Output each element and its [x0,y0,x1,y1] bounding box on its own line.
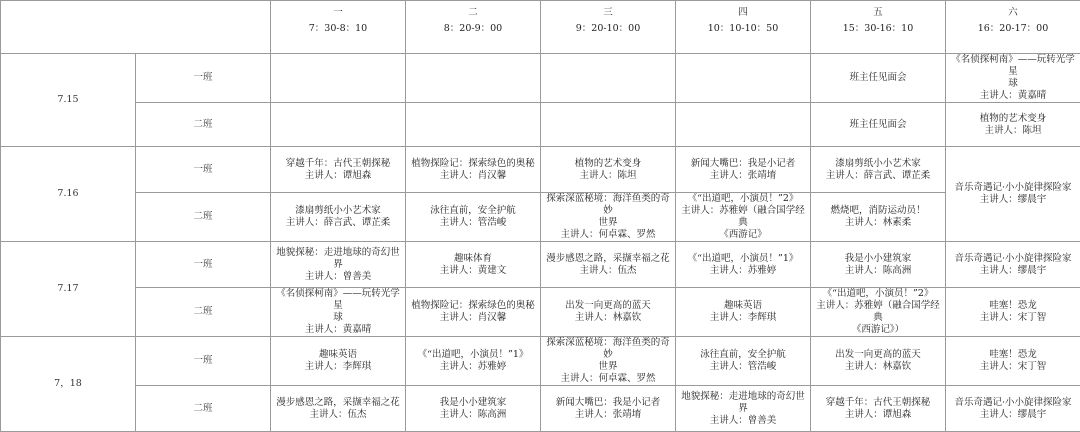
course-line: 主讲人：黄建文 [408,265,538,277]
course-cell [271,147,406,193]
course-cell [541,193,676,242]
course-cell [676,54,811,103]
course-line: 植物的艺术变身 [948,113,1078,125]
course-line: 《名侦探柯南》——玩转光学星 [948,54,1078,78]
course-line: 主讲人：李辉琪 [273,361,403,373]
course-cell [271,193,406,242]
course-cell [946,337,1080,386]
course-line: 主讲人：苏雅婷 [408,361,538,373]
date-cell: 7.16 [1,147,136,242]
course-line: 主讲人：薛言武、谭芷柔 [813,170,943,182]
course-line: 主讲人：何卓霖、罗然 [543,373,673,385]
session-header [406,1,541,54]
course-cell [406,242,541,288]
course-line: 穿越千年：古代王朝探秘 [813,397,943,409]
course-cell [811,103,946,147]
course-line: 主讲人：张靖堉 [678,170,808,182]
course-line: 主讲人：谭旭森 [813,409,943,421]
course-line: 植物探险记：探索绿色的奥秘 [408,300,538,312]
course-cell [541,288,676,337]
course-line: 主讲人：黄嘉晴 [948,90,1078,102]
course-cell [811,193,946,242]
table-row [1,386,1080,432]
course-line: 主讲人：林嘉钦 [543,312,673,324]
class-cell: 二班 [136,288,271,337]
course-line: 主讲人：苏雅婷（融合国学经典 [678,205,808,229]
course-line: 主讲人：张靖堉 [543,409,673,421]
course-line: 穿越千年：古代王朝探秘 [273,158,403,170]
course-cell [541,386,676,432]
course-line: 《“出道吧，小演员！”2》 [813,288,943,300]
session-header [271,1,406,54]
course-line: 音乐奇遇记·小小旋律探险家 [948,182,1078,194]
course-line: 主讲人：曾善美 [678,415,808,427]
course-line: 探索深蓝秘境：海洋鱼类的奇妙 [543,193,673,217]
course-line: 主讲人：谭旭森 [273,170,403,182]
course-cell [811,337,946,386]
session-number: 二 [408,7,538,23]
course-line: 哇塞！恐龙 [948,349,1078,361]
table-row [1,242,1080,288]
course-line: 主讲人：林素柔 [813,217,943,229]
course-line: 球 [948,78,1078,90]
course-cell [406,54,541,103]
course-cell [541,103,676,147]
course-line: 趣味英语 [273,349,403,361]
table-row [1,193,1080,242]
course-cell [406,193,541,242]
course-line: 主讲人：缪晨宇 [948,194,1078,206]
course-line: 主讲人：肖汉馨 [408,170,538,182]
course-line: 主讲人：陈高洲 [813,265,943,277]
course-cell [676,103,811,147]
course-cell [811,54,946,103]
course-line: 主讲人：伍杰 [543,265,673,277]
course-line: 我是小小建筑家 [408,397,538,409]
course-cell [541,54,676,103]
course-line: 出发一向更高的蓝天 [543,300,673,312]
course-line: 新闻大嘴巴：我是小记者 [678,158,808,170]
course-cell [676,288,811,337]
course-line: 主讲人：缪晨宇 [948,409,1078,421]
course-line: 主讲人：苏雅婷 [678,265,808,277]
course-line: 出发一向更高的蓝天 [813,349,943,361]
session-number: 六 [948,7,1078,23]
course-line: 主讲人：薛言武、谭芷柔 [273,217,403,229]
course-line: 地貌探秘：走进地球的奇幻世界 [273,247,403,271]
course-line: 漆扇剪纸小小艺术家 [813,158,943,170]
session-header [811,1,946,54]
course-cell [271,386,406,432]
date-cell: 7，18 [1,337,136,432]
table-row [1,337,1080,386]
class-cell: 一班 [136,337,271,386]
course-cell [406,103,541,147]
course-cell [676,242,811,288]
course-line: 主讲人：缪晨宇 [948,265,1078,277]
course-line: 《“出道吧，小演员！”1》 [408,349,538,361]
session-time: 15：30-16：10 [813,23,943,35]
course-line: 趣味英语 [678,300,808,312]
course-line: 《“出道吧，小演员！”2》 [678,193,808,205]
course-cell [811,147,946,193]
course-line: 《西游记》 [678,229,808,241]
course-line: 地貌探秘：走进地球的奇幻世界 [678,391,808,415]
course-line: 趣味体育 [408,253,538,265]
course-line: 主讲人：何卓霖、罗然 [543,229,673,241]
course-line: 主讲人：李辉琪 [678,312,808,324]
course-cell [676,193,811,242]
course-cell [811,386,946,432]
course-cell [946,147,1080,242]
course-line: 音乐奇遇记·小小旋律探险家 [948,397,1078,409]
course-cell [271,54,406,103]
course-line: 漫步感恩之路，采撷幸福之花 [273,397,403,409]
course-cell [406,386,541,432]
course-cell [811,242,946,288]
course-line: 班主任见面会 [813,72,943,84]
course-line: 主讲人：肖汉馨 [408,312,538,324]
course-cell [676,386,811,432]
class-cell: 一班 [136,242,271,288]
header-corner [1,1,271,54]
table-row [1,54,1080,103]
course-line: 主讲人：陈高洲 [408,409,538,421]
course-line: 新闻大嘴巴：我是小记者 [543,397,673,409]
course-line: 世界 [543,361,673,373]
course-cell [406,337,541,386]
class-cell: 二班 [136,193,271,242]
course-line: 泳往直前，安全护航 [408,205,538,217]
session-time: 10：10-10：50 [678,23,808,35]
course-line: 泳往直前，安全护航 [678,349,808,361]
course-cell [271,103,406,147]
course-line: 主讲人：苏雅婷（融合国学经典 [813,300,943,324]
session-header [541,1,676,54]
course-cell [271,242,406,288]
course-line: 主讲人：黄嘉晴 [273,324,403,336]
course-line: 主讲人：陈坦 [948,125,1078,137]
session-number: 四 [678,7,808,23]
class-cell: 一班 [136,147,271,193]
table-row [1,103,1080,147]
course-line: 哇塞！恐龙 [948,300,1078,312]
session-number: 一 [273,7,403,23]
session-header [946,1,1080,54]
class-cell: 二班 [136,103,271,147]
course-cell [946,103,1080,147]
session-number: 五 [813,7,943,23]
course-line: 植物的艺术变身 [543,158,673,170]
course-line: 《西游记》） [813,324,943,336]
course-line: 主讲人：林嘉钦 [813,361,943,373]
session-time: 16：20-17：00 [948,23,1078,35]
course-line: 主讲人：宋丁智 [948,312,1078,324]
course-cell [946,242,1080,288]
course-line: 植物探险记：探索绿色的奥秘 [408,158,538,170]
course-cell [676,337,811,386]
course-line: 音乐奇遇记·小小旋律探险家 [948,253,1078,265]
table-row [1,147,1080,193]
course-cell [946,54,1080,103]
course-line: 主讲人：曾善美 [273,271,403,283]
course-cell [811,288,946,337]
date-cell: 7.15 [1,54,136,147]
session-header [676,1,811,54]
course-cell [946,386,1080,432]
course-line: 主讲人：陈坦 [543,170,673,182]
course-line: 《“出道吧，小演员！”1》 [678,253,808,265]
course-line: 主讲人：宋丁智 [948,361,1078,373]
course-line: 主讲人：管浩峻 [408,217,538,229]
header-row [1,1,1080,54]
course-line: 漫步感恩之路，采撷幸福之花 [543,253,673,265]
course-cell [541,242,676,288]
course-cell [946,288,1080,337]
course-line: 主讲人：伍杰 [273,409,403,421]
course-line: 球 [273,312,403,324]
course-line: 燃烧吧，消防运动员！ [813,205,943,217]
session-time: 9：20-10：00 [543,23,673,35]
course-line: 主讲人：管浩峻 [678,361,808,373]
course-cell [271,288,406,337]
course-cell [676,147,811,193]
course-cell [406,288,541,337]
session-time: 7：30-8：10 [273,23,403,35]
course-line: 探索深蓝秘境：海洋鱼类的奇妙 [543,337,673,361]
course-line: 《名侦探柯南》——玩转光学星 [273,288,403,312]
class-cell: 一班 [136,54,271,103]
course-cell [271,337,406,386]
course-line: 漆扇剪纸小小艺术家 [273,205,403,217]
course-line: 我是小小建筑家 [813,253,943,265]
course-cell [406,147,541,193]
course-cell [541,337,676,386]
course-line: 班主任见面会 [813,119,943,131]
table-row [1,288,1080,337]
course-cell [541,147,676,193]
date-cell: 7.17 [1,242,136,337]
session-number: 三 [543,7,673,23]
session-time: 8：20-9：00 [408,23,538,35]
course-line: 世界 [543,217,673,229]
class-cell: 二班 [136,386,271,432]
